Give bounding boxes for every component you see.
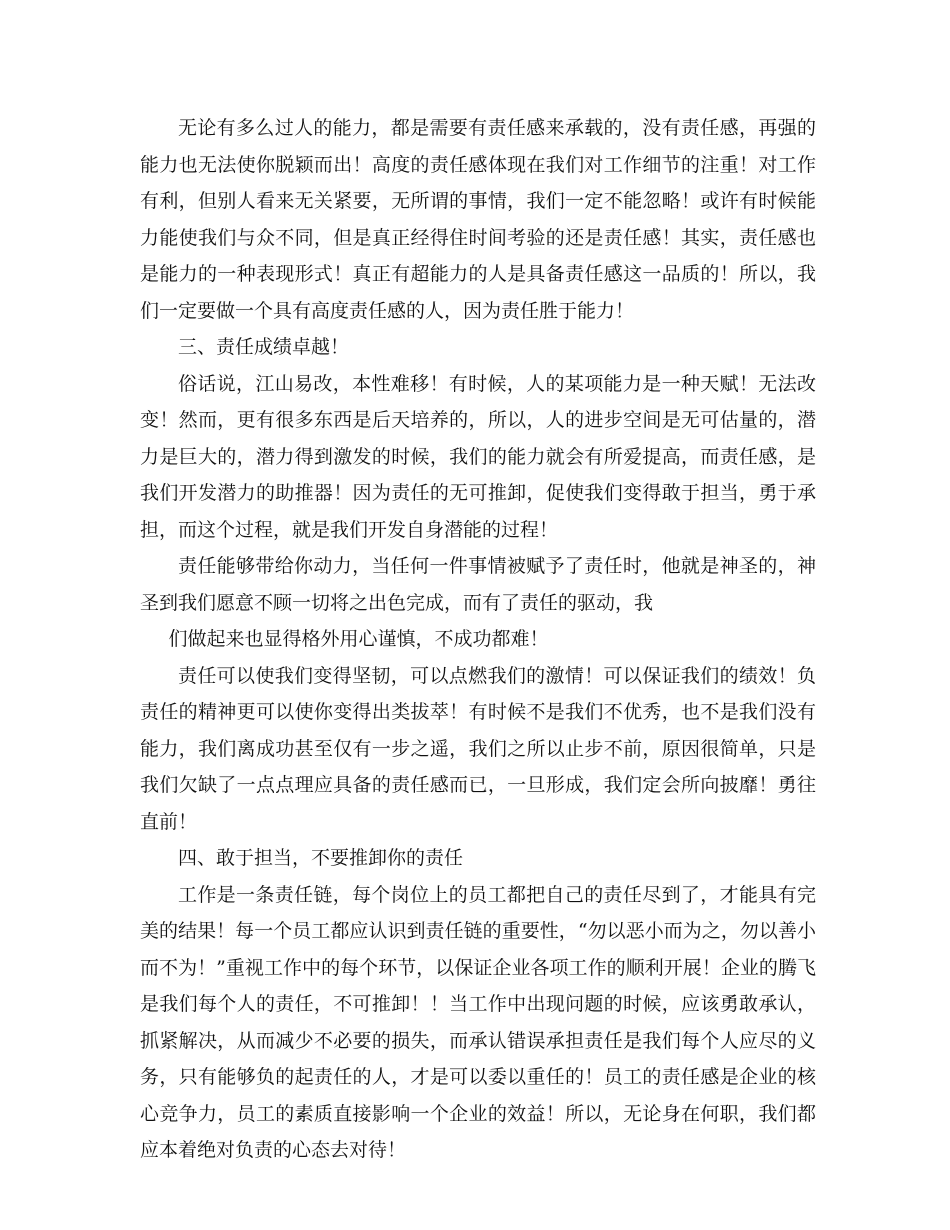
paragraph-potential: 俗话说，江山易改，本性难移！有时候，人的某项能力是一种天赋！无法改变！然而，更有很多东西是后天培养的，所以，人的进步空间是无可估量的，潜力是巨大的，潜力得到激发的时候，我们的能力就会有所爱提高，而责任感，是我们开发潜力的助推器！因为责任的无可推卸，促使我们变得敢于担当，勇于承担，而这个过程，就是我们开发自身潜能的过程！ — [140, 372, 816, 541]
paragraph-resilience: 责任可以使我们变得坚韧，可以点燃我们的激情！可以保证我们的绩效！负责任的精神更可以使你变得出类拔萃！有时候不是我们不优秀，也不是我们没有能力，我们离成功甚至仅有一步之遥，我们之所以止步不前，原因很简单，只是我们欠缺了一点点理应具备的责任感而已，一旦形成，我们定会所向披靡！勇往直前！ — [140, 664, 816, 833]
paragraph-motivation: 责任能够带给你动力，当任何一件事情被赋予了责任时，他就是神圣的，神圣到我们愿意不顾一切将之出色完成，而有了责任的驱动，我 — [140, 555, 816, 614]
section-heading-3: 三、责任成绩卓越！ — [178, 336, 350, 358]
paragraph-motivation-continued: 们做起来也显得格外用心谨慎，不成功都难！ — [168, 628, 549, 650]
section-heading-4: 四、敢于担当，不要推卸你的责任 — [178, 847, 464, 869]
paragraph-responsibility-chain: 工作是一条责任链，每个岗位上的员工都把自己的责任尽到了，才能具有完美的结果！每一个员工都应认识到责任链的重要性，“勿以恶小而为之，勿以善小而不为！”重视工作中的每个环节，以保证企业各项工作的顺利开展！企业的腾飞是我们每个人的责任，不可推卸！！当工作中出现问题的时候，应该勇敢承认，抓紧解决，从而减少不必要的损失，而承认错误承担责任是我们每个人应尽的义务，只有能够负的起责任的人，才是可以委以重任的！员工的责任感是企业的核心竞争力，员工的素质直接影响一个企业的效益！所以，无论身在何职，我们都应本着绝对负责的心态去对待！ — [140, 883, 816, 1161]
paragraph-responsibility-over-ability: 无论有多么过人的能力，都是需要有责任感来承载的，没有责任感，再强的能力也无法使你脱颖而出！高度的责任感体现在我们对工作细节的注重！对工作有利，但别人看来无关紧要，无所谓的事情，我们一定不能忽略！或许有时候能力能使我们与众不同，但是真正经得住时间考验的还是责任感！其实，责任感也是能力的一种表现形式！真正有超能力的人是具备责任感这一品质的！所以，我们一定要做一个具有高度责任感的人，因为责任胜于能力！ — [140, 117, 816, 322]
document-body — [140, 110, 816, 1169]
